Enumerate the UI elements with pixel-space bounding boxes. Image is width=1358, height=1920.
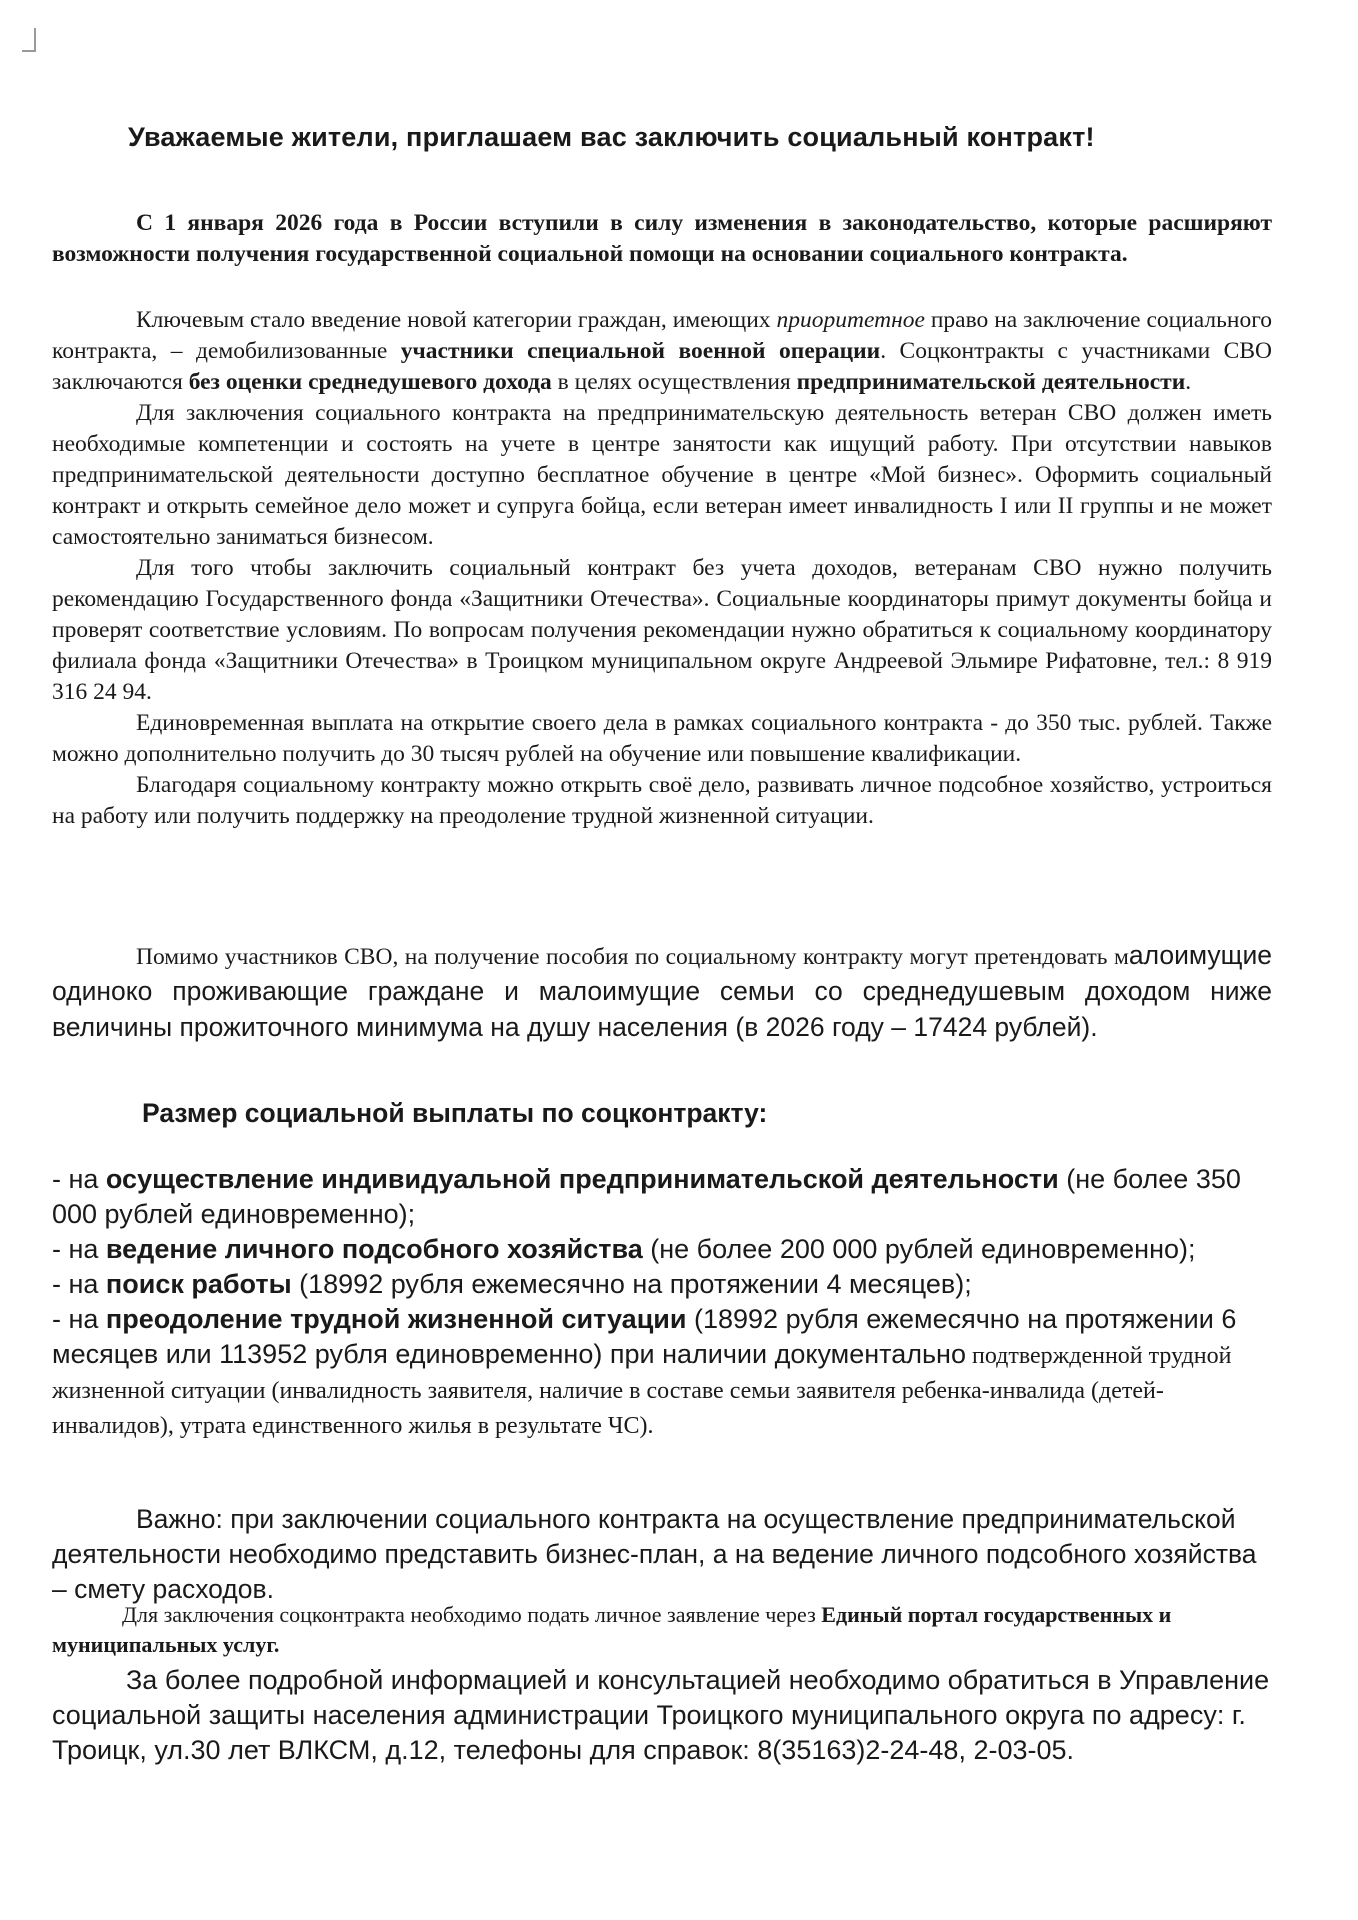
list-item-job-search: - на поиск работы (18992 рубля ежемесячно на протяжении 4 месяцев); bbox=[52, 1269, 972, 1299]
important-note: Важно: при заключении социального контракта на осуществление предпринимательской деятельности необходимо представить бизнес-план, а на ведение личного подсобного хозяйства – смету расходов. bbox=[52, 1504, 1257, 1604]
list-item-hardship: - на преодоление трудной жизненной ситуации (18992 рубля ежемесячно на протяжении 6 месяцев или 113952 рубля единовременно) при наличии документально подтвержденной трудной жизненной ситуации (инвалидность заявителя, наличие в составе семьи заявителя ребенка-инвалида (детей-инвалидов), утрата единственного жилья в результате ЧС). bbox=[52, 1304, 1237, 1439]
list-item-household: - на ведение личного подсобного хозяйства (не более 200 000 рублей единовременно); bbox=[52, 1234, 1196, 1264]
contacts-paragraph: За более подробной информацией и консультацией необходимо обратиться в Управление социальной защиты населения администрации Троицкого муниципального округа по адресу: г. Троицк, ул.30 лет ВЛКСМ, д.12, телефоны для справок: 8(35163)2-24-48, 2-03-05. bbox=[52, 1665, 1270, 1765]
lead-text: С 1 января 2026 года в России вступили в силу изменения в законодательство, которые расширяют возможности получения государственной социальной помощи на основании социального контракта. bbox=[52, 210, 1272, 267]
lead-paragraph bbox=[52, 208, 1272, 270]
paragraph-priority-category: Ключевым стало введение новой категории граждан, имеющих приоритетное право на заключение социального контракта, – демобилизованные участники специальной военной операции. Соцконтракты с участниками СВО заключаются без оценки среднедушевого дохода в целях осуществления предпринимательской деятельности. bbox=[52, 307, 1272, 395]
scan-corner-mark bbox=[22, 28, 36, 52]
paragraph-benefits: Благодаря социальному контракту можно открыть своё дело, развивать личное подсобное хозяйство, устроиться на работу или получить поддержку на преодоление трудной жизненной ситуации. bbox=[52, 772, 1272, 829]
paragraph-eligible-groups: Помимо участников СВО, на получение пособия по социальному контракту могут претендовать малоимущие одиноко проживающие граждане и малоимущие семьи со среднедушевым доходом ниже величины прожиточного минимума на душу населения (в 2026 году – 17424 рублей). bbox=[52, 940, 1272, 1042]
paragraph-requirements: Для заключения социального контракта на предпринимательскую деятельность ветеран СВО должен иметь необходимые компетенции и состоять на учете в центре занятости как ищущий работу. При отсутствии навыков предпринимательской деятельности доступно бесплатное обучение в центре «Мой бизнес». Оформить социальный контракт и открыть семейное дело может и супруга бойца, если ветеран имеет инвалидность I или II группы и не может самостоятельно заниматься бизнесом. bbox=[52, 400, 1272, 550]
payments-subheading: Размер социальной выплаты по соцконтракту: bbox=[142, 1098, 768, 1128]
document-title: Уважаемые жители, приглашаем вас заключить социальный контракт! bbox=[128, 122, 1095, 152]
payments-list bbox=[52, 1162, 1272, 1442]
paragraph-recommendation: Для того чтобы заключить социальный контракт без учета доходов, ветеранам СВО нужно получить рекомендацию Государственного фонда «Защитники Отечества». Социальные координаторы примут документы бойца и проверят соответствие условиям. По вопросам получения рекомендации нужно обратиться к социальному координатору филиала фонда «Защитники Отечества» в Троицком муниципальном округе Андреевой Эльмире Рифатовне, тел.: 8 919 316 24 94. bbox=[52, 555, 1272, 705]
body-paragraphs bbox=[52, 305, 1272, 832]
paragraph-one-time-payment: Единовременная выплата на открытие своего дела в рамках социального контракта - до 350 тыс. рублей. Также можно дополнительно получить до 30 тысяч рублей на обучение или повышение квалификации. bbox=[52, 710, 1272, 767]
list-item-entrepreneurship: - на осуществление индивидуальной предпринимательской деятельности (не более 350 000 рублей единовременно); bbox=[52, 1164, 1241, 1229]
portal-note: Для заключения соцконтракта необходимо подать личное заявление через Единый портал государственных и муниципальных услуг. bbox=[52, 1602, 1172, 1657]
